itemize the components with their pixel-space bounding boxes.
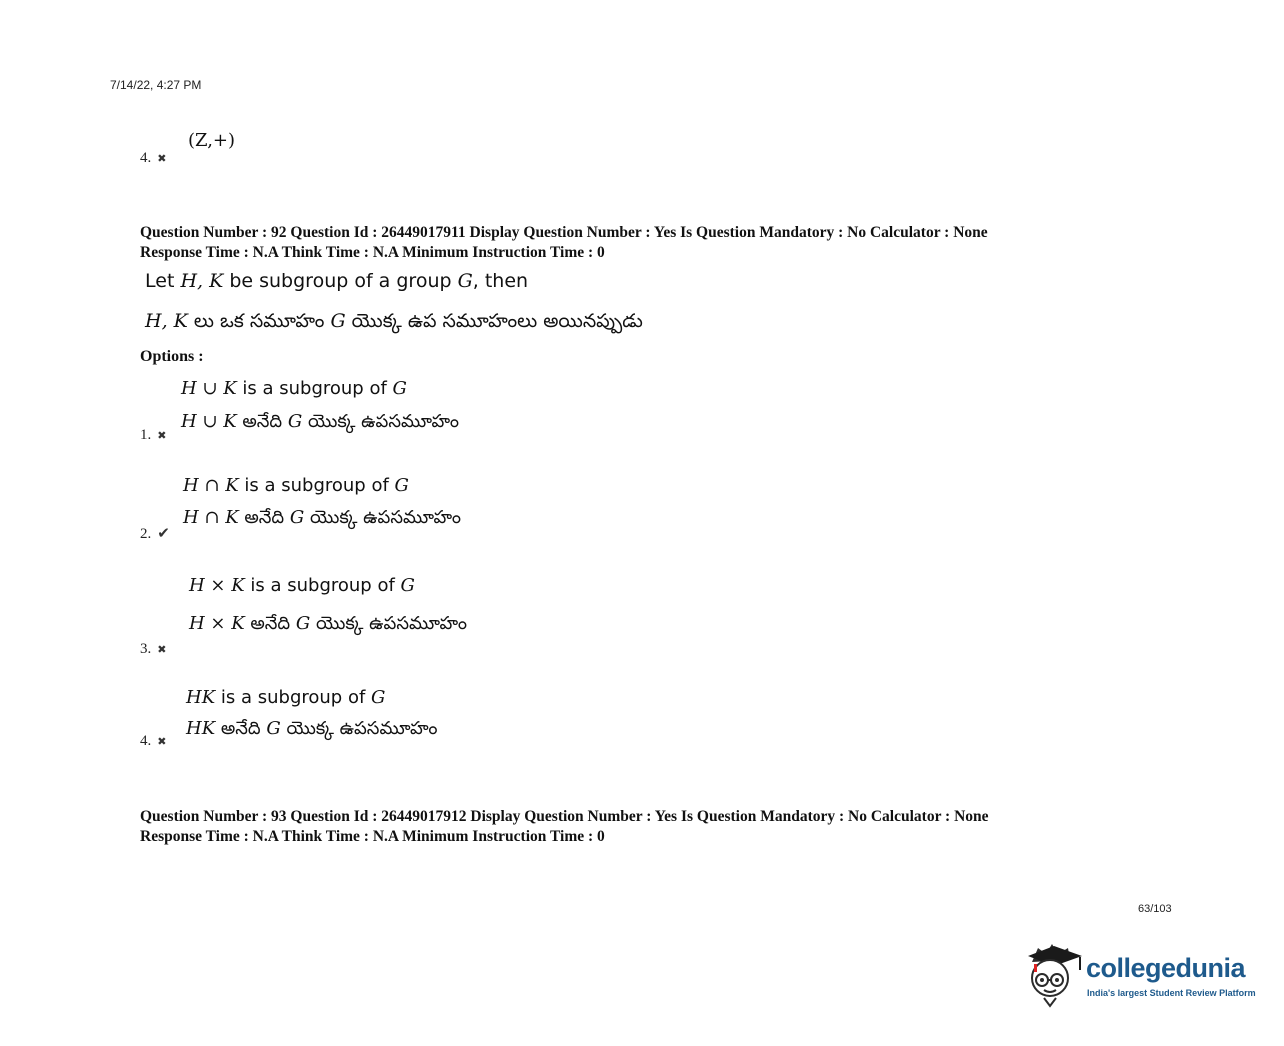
check-mark-icon: ✔	[157, 526, 170, 542]
option-number: 4.	[140, 733, 152, 749]
option-2-telugu	[183, 507, 461, 532]
math-expression: H, K	[145, 310, 188, 332]
q93-meta-line2: Response Time : N.A Think Time : N.A Minimum Instruction Time : 0	[140, 828, 605, 845]
q92-meta-line1: Question Number : 92 Question Id : 26449017911 Display Question Number : Yes Is Question Mandatory : No Calculator : None	[140, 224, 988, 241]
math-expression: G	[457, 270, 473, 292]
math-expression: H ∪ K	[181, 378, 237, 399]
text-part: యొక్క ఉపసమూహం	[304, 507, 461, 528]
q92-meta-line2: Response Time : N.A Think Time : N.A Minimum Instruction Time : 0	[140, 244, 605, 261]
q92-english-text	[145, 270, 528, 292]
q92-telugu-text	[145, 310, 643, 337]
collegedunia-mascot-icon	[1024, 940, 1086, 1010]
options-label: Options :	[140, 348, 204, 365]
math-expression: G	[400, 575, 415, 596]
collegedunia-tagline: India's largest Student Review Platform	[1087, 988, 1256, 998]
wrong-mark-icon: ✖	[157, 644, 167, 656]
text-part: అనేది	[215, 718, 267, 739]
option-4-telugu	[186, 718, 437, 743]
math-expression: H × K	[189, 613, 245, 634]
text-part: యొక్క ఉపసమూహం	[302, 411, 459, 432]
text-prefix: Let	[145, 270, 181, 292]
text-part: యొక్క ఉప సమూహంలు అయినప్పుడు	[345, 310, 643, 332]
option-number: 2.	[140, 526, 152, 542]
math-expression: HK	[186, 687, 216, 708]
option-3-number	[140, 641, 166, 658]
option-3-telugu	[189, 613, 467, 638]
wrong-mark-icon: ✖	[157, 430, 167, 442]
wrong-mark-icon: ✖	[157, 153, 167, 165]
option-1-telugu	[181, 411, 459, 436]
math-expression: H ∪ K	[181, 411, 237, 432]
text-part: be subgroup of a group	[223, 270, 458, 292]
math-expression: H ∩ K	[183, 475, 239, 496]
text-part: is a subgroup of	[215, 687, 372, 708]
math-expression: G	[287, 411, 303, 432]
page-number: 63/103	[1138, 903, 1172, 915]
option-number: 3.	[140, 641, 152, 657]
text-part: , then	[472, 270, 529, 292]
option-2-english	[183, 475, 409, 496]
math-expression: H ∩ K	[183, 507, 239, 528]
text-part: అనేది	[238, 507, 290, 528]
wrong-mark-icon: ✖	[157, 736, 167, 748]
option-1-number	[140, 427, 166, 444]
option-1-english	[181, 378, 407, 399]
text-part: లు ఒక సమూహం	[187, 310, 331, 332]
math-expression: G	[295, 613, 311, 634]
q93-meta	[140, 807, 989, 847]
q93-meta-line1: Question Number : 93 Question Id : 26449017912 Display Question Number : Yes Is Question Mandatory : No Calculator : None	[140, 808, 989, 825]
text-part: అనేది	[244, 613, 296, 634]
math-expression: G	[266, 718, 281, 739]
text-part: is a subgroup of	[244, 575, 401, 596]
math-expression: G	[371, 687, 386, 708]
prev-option-expression	[188, 130, 235, 151]
math-expression: G	[330, 310, 346, 332]
math-expression: H, K	[180, 270, 224, 292]
text-part: is a subgroup of	[238, 475, 395, 496]
text-part: యొక్క ఉపసమూహం	[310, 613, 467, 634]
math-expression: HK	[186, 718, 216, 739]
math-expression: G	[289, 507, 305, 528]
option-2-number	[140, 524, 170, 543]
math-expression: G	[394, 475, 409, 496]
option-4-english	[186, 687, 385, 708]
math-expression: H × K	[189, 575, 245, 596]
text-part: అనేది	[236, 411, 288, 432]
math-expression: (Z,+)	[188, 130, 236, 151]
option-3-english	[189, 575, 415, 596]
math-expression: G	[392, 378, 407, 399]
print-timestamp: 7/14/22, 4:27 PM	[110, 78, 202, 92]
prev-option-number	[140, 150, 166, 167]
text-part: యొక్క ఉపసమూహం	[280, 718, 438, 739]
collegedunia-logo-text: collegedunia	[1086, 953, 1246, 983]
option-4-number	[140, 733, 166, 750]
q92-meta	[140, 223, 988, 263]
option-number: 4.	[140, 150, 152, 166]
option-number: 1.	[140, 427, 152, 443]
text-part: is a subgroup of	[236, 378, 393, 399]
